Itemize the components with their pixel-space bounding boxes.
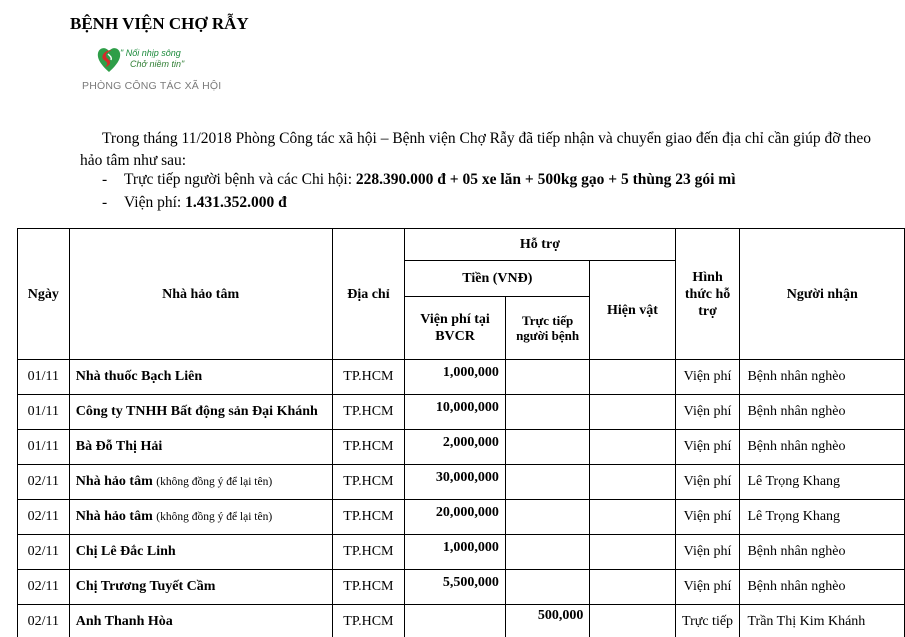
header-hospital-fee-line-1: Viện phí tại bbox=[420, 312, 490, 327]
row-recipient bbox=[740, 535, 905, 570]
row-in-kind bbox=[590, 605, 675, 637]
row-date-text: 02/11 bbox=[27, 474, 60, 489]
row-address-text: TP.HCM bbox=[343, 474, 394, 489]
row-date bbox=[18, 605, 70, 637]
row-hospital-fee-text: 30,000,000 bbox=[435, 470, 499, 485]
header-hospital-fee bbox=[405, 297, 506, 360]
row-support-form bbox=[675, 360, 740, 395]
row-recipient bbox=[740, 570, 905, 605]
table-row bbox=[18, 360, 905, 395]
row-support-form bbox=[675, 535, 740, 570]
table-row bbox=[18, 535, 905, 570]
row-support-form-text: Viện phí bbox=[683, 579, 732, 594]
header-hospital-fee-line-2: BVCR bbox=[435, 329, 475, 344]
row-address bbox=[332, 360, 405, 395]
summary-fee-label: Viện phí: bbox=[124, 194, 186, 211]
row-recipient-text: Trần Thị Kim Khánh bbox=[747, 614, 866, 629]
row-recipient bbox=[740, 430, 905, 465]
row-date-text: 01/11 bbox=[27, 439, 60, 454]
row-direct-amount bbox=[505, 430, 590, 465]
row-donor-text: Anh Thanh Hòa bbox=[75, 614, 173, 629]
row-hospital-fee-text: 2,000,000 bbox=[442, 435, 499, 450]
row-donor-text: Nhà hảo tâm bbox=[75, 509, 157, 524]
row-in-kind bbox=[590, 395, 675, 430]
logo-slogan-line-2: Chở niềm tin" bbox=[130, 59, 185, 69]
summary-fee bbox=[102, 194, 287, 212]
row-address bbox=[332, 605, 405, 637]
table-row bbox=[18, 605, 905, 637]
row-support-form-text: Trực tiếp bbox=[682, 614, 734, 629]
header-address: Địa chỉ bbox=[332, 229, 405, 360]
header-direct-line-2: người bệnh bbox=[516, 328, 580, 343]
row-address-text: TP.HCM bbox=[343, 404, 394, 419]
intro-paragraph bbox=[80, 128, 905, 172]
row-recipient bbox=[740, 395, 905, 430]
row-in-kind bbox=[590, 500, 675, 535]
row-address bbox=[332, 535, 405, 570]
row-support-form-text: Viện phí bbox=[683, 404, 732, 419]
row-recipient-text: Bệnh nhân nghèo bbox=[747, 404, 846, 419]
row-hospital-fee bbox=[405, 570, 506, 605]
row-hospital-fee-text: 20,000,000 bbox=[435, 505, 499, 520]
hospital-name: BỆNH VIỆN CHỢ RẪY bbox=[70, 14, 249, 33]
row-recipient-text: Lê Trọng Khang bbox=[747, 474, 841, 489]
row-support-form-text: Viện phí bbox=[683, 474, 732, 489]
row-hospital-fee bbox=[405, 605, 506, 637]
row-support-form bbox=[675, 430, 740, 465]
table-row bbox=[18, 570, 905, 605]
row-date-text: 02/11 bbox=[27, 579, 60, 594]
row-recipient bbox=[740, 605, 905, 637]
row-recipient bbox=[740, 465, 905, 500]
row-direct-amount-text: 500,000 bbox=[537, 608, 584, 623]
row-recipient-text: Lê Trọng Khang bbox=[747, 509, 841, 524]
row-address bbox=[332, 500, 405, 535]
donation-table bbox=[17, 228, 905, 637]
header-form-line-2: thức hỗ bbox=[684, 286, 731, 302]
row-donor bbox=[69, 535, 332, 570]
row-date-text: 01/11 bbox=[27, 404, 60, 419]
row-address bbox=[332, 395, 405, 430]
row-donor-text: Chị Lê Đắc Linh bbox=[75, 544, 176, 559]
row-support-form bbox=[675, 570, 740, 605]
header-direct bbox=[505, 297, 590, 360]
intro-line-2: hảo tâm như sau: bbox=[80, 152, 187, 169]
summary-direct bbox=[102, 171, 736, 189]
row-direct-amount bbox=[505, 395, 590, 430]
heart-logo-icon bbox=[96, 44, 122, 74]
row-donor-note: (không đồng ý để lại tên) bbox=[156, 511, 273, 523]
header-form bbox=[675, 229, 740, 360]
bullet-dash: - bbox=[102, 171, 108, 188]
row-support-form bbox=[675, 465, 740, 500]
header-recipient: Người nhận bbox=[740, 229, 905, 360]
row-hospital-fee bbox=[405, 500, 506, 535]
bullet-dash: - bbox=[102, 194, 108, 211]
row-hospital-fee bbox=[405, 465, 506, 500]
row-support-form bbox=[675, 500, 740, 535]
row-address bbox=[332, 465, 405, 500]
row-donor bbox=[69, 500, 332, 535]
row-support-form-text: Viện phí bbox=[683, 369, 732, 384]
row-support-form-text: Viện phí bbox=[683, 509, 732, 524]
row-address bbox=[332, 570, 405, 605]
logo-slogan-line-1: " Nối nhịp sông bbox=[120, 48, 181, 58]
row-date bbox=[18, 535, 70, 570]
row-direct-amount bbox=[505, 535, 590, 570]
row-donor bbox=[69, 395, 332, 430]
header-form-line-1: Hình bbox=[692, 269, 723, 285]
row-support-form bbox=[675, 395, 740, 430]
header-support: Hỗ trợ bbox=[405, 229, 675, 261]
row-date bbox=[18, 395, 70, 430]
department-logo bbox=[82, 44, 242, 94]
table-row bbox=[18, 500, 905, 535]
row-date-text: 01/11 bbox=[27, 369, 60, 384]
row-donor bbox=[69, 570, 332, 605]
row-recipient-text: Bệnh nhân nghèo bbox=[747, 579, 846, 594]
row-address-text: TP.HCM bbox=[343, 544, 394, 559]
summary-direct-label: Trực tiếp người bệnh và các Chi hội: bbox=[124, 171, 356, 188]
table-row bbox=[18, 395, 905, 430]
row-date-text: 02/11 bbox=[27, 614, 60, 629]
row-date bbox=[18, 570, 70, 605]
row-in-kind bbox=[590, 430, 675, 465]
header-donor: Nhà hảo tâm bbox=[69, 229, 332, 360]
row-in-kind bbox=[590, 535, 675, 570]
row-donor bbox=[69, 360, 332, 395]
row-in-kind bbox=[590, 465, 675, 500]
intro-line-1: Trong tháng 11/2018 Phòng Công tác xã hội – Bệnh viện Chợ Rẫy đã tiếp nhận và chuyển giao đến địa chỉ cần giúp đỡ theo bbox=[102, 130, 872, 147]
row-donor-note: (không đồng ý để lại tên) bbox=[156, 476, 273, 488]
row-hospital-fee bbox=[405, 430, 506, 465]
department-name: PHÒNG CÔNG TÁC XÃ HỘI bbox=[82, 80, 222, 92]
row-donor bbox=[69, 605, 332, 637]
row-support-form-text: Viện phí bbox=[683, 544, 732, 559]
header-in-kind: Hiện vật bbox=[590, 261, 675, 360]
row-donor-text: Nhà hảo tâm bbox=[75, 474, 157, 489]
row-address-text: TP.HCM bbox=[343, 439, 394, 454]
row-direct-amount bbox=[505, 570, 590, 605]
row-date-text: 02/11 bbox=[27, 544, 60, 559]
row-address bbox=[332, 430, 405, 465]
row-donor bbox=[69, 430, 332, 465]
row-date-text: 02/11 bbox=[27, 509, 60, 524]
row-hospital-fee bbox=[405, 360, 506, 395]
row-support-form-text: Viện phí bbox=[683, 439, 732, 454]
header-date: Ngày bbox=[18, 229, 70, 360]
row-support-form bbox=[675, 605, 740, 637]
row-recipient bbox=[740, 500, 905, 535]
row-date bbox=[18, 465, 70, 500]
row-hospital-fee-text: 10,000,000 bbox=[435, 400, 499, 415]
row-donor bbox=[69, 465, 332, 500]
header-form-line-3: trợ bbox=[698, 303, 717, 319]
row-in-kind bbox=[590, 570, 675, 605]
row-date bbox=[18, 500, 70, 535]
row-address-text: TP.HCM bbox=[343, 509, 394, 524]
row-hospital-fee bbox=[405, 535, 506, 570]
header-direct-line-1: Trực tiếp bbox=[521, 313, 574, 328]
row-hospital-fee bbox=[405, 395, 506, 430]
header-money: Tiền (VNĐ) bbox=[405, 261, 590, 297]
table-row bbox=[18, 430, 905, 465]
row-direct-amount bbox=[505, 500, 590, 535]
row-hospital-fee-text: 5,500,000 bbox=[442, 575, 499, 590]
logo-slogan bbox=[120, 48, 184, 70]
row-date bbox=[18, 430, 70, 465]
table-row bbox=[18, 465, 905, 500]
row-direct-amount bbox=[505, 465, 590, 500]
row-date bbox=[18, 360, 70, 395]
row-direct-amount bbox=[505, 605, 590, 637]
row-hospital-fee-text: 1,000,000 bbox=[442, 540, 499, 555]
row-donor-text: Chị Trương Tuyết Cầm bbox=[75, 579, 216, 594]
row-address-text: TP.HCM bbox=[343, 579, 394, 594]
row-recipient bbox=[740, 360, 905, 395]
row-donor-text: Công ty TNHH Bất động sản Đại Khánh bbox=[75, 404, 318, 419]
row-recipient-text: Bệnh nhân nghèo bbox=[747, 369, 846, 384]
row-direct-amount bbox=[505, 360, 590, 395]
row-in-kind bbox=[590, 360, 675, 395]
summary-direct-value: 228.390.000 đ + 05 xe lăn + 500kg gạo + 5 thùng 23 gói mì bbox=[355, 171, 736, 188]
row-hospital-fee-text: 1,000,000 bbox=[442, 365, 499, 380]
row-recipient-text: Bệnh nhân nghèo bbox=[747, 544, 846, 559]
row-recipient-text: Bệnh nhân nghèo bbox=[747, 439, 846, 454]
row-address-text: TP.HCM bbox=[343, 369, 394, 384]
summary-fee-value: 1.431.352.000 đ bbox=[185, 194, 287, 211]
row-address-text: TP.HCM bbox=[343, 614, 394, 629]
row-donor-text: Bà Đỗ Thị Hải bbox=[75, 439, 163, 454]
row-donor-text: Nhà thuốc Bạch Liên bbox=[75, 369, 203, 384]
